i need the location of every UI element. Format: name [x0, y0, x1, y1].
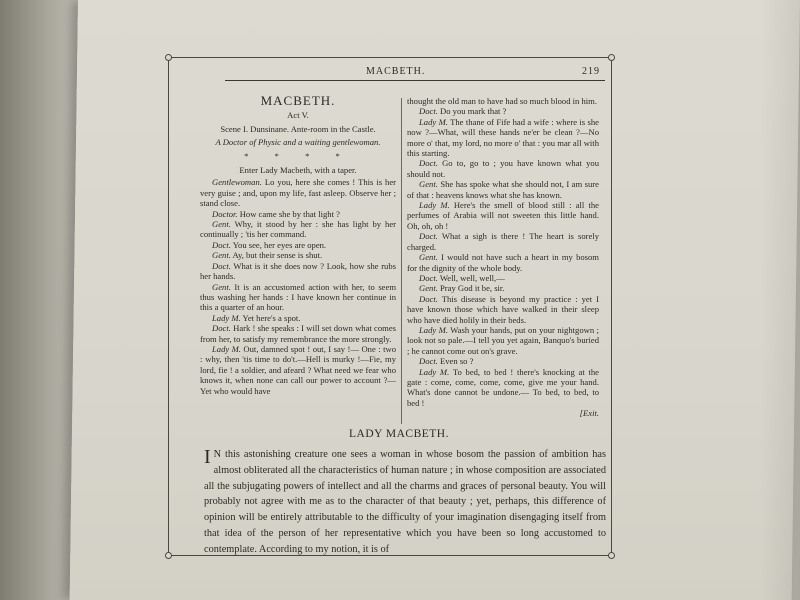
speaker-name: Doctor. — [212, 208, 238, 219]
play-title: MACBETH. — [260, 93, 336, 108]
speaker-name: Doct. — [212, 323, 231, 334]
scene-setting: A Doctor of Physic and a waiting gentlewoman. — [215, 137, 381, 148]
speech-text: How came she by that light ? — [237, 208, 340, 219]
speaker-name: Gentlewoman. — [212, 177, 262, 188]
speaker-name: Doct. — [419, 293, 438, 304]
speech-text: Well, well, well,— — [437, 272, 505, 283]
speaker-name: Doct. — [419, 356, 438, 367]
left-column — [200, 93, 396, 396]
speech-text: Why, it stood by her : she has light by her continually ; 'tis her command. — [200, 219, 396, 240]
speaker-name: Lady M. — [212, 312, 241, 323]
speech-text: Lo you, here she comes ! This is her very guise ; and, upon my life, fast asleep. Observe her ; stand close. — [200, 177, 396, 209]
right-column — [407, 96, 599, 419]
page-shadow — [760, 0, 800, 600]
speech-text: Go to, go to ; you have known what you should not. — [407, 158, 599, 179]
dialogue-line — [200, 344, 396, 396]
speaker-name: Gent. — [212, 219, 231, 230]
act-heading: Act V. — [287, 110, 309, 121]
speaker-name: Doct. — [212, 260, 231, 271]
speech-text: You see, her eyes are open. — [230, 239, 327, 250]
speech-text: Ay, but their sense is shut. — [230, 250, 323, 261]
dialogue-line — [407, 200, 599, 231]
dialogue-line — [407, 273, 599, 283]
speaker-name: Lady M. — [419, 366, 450, 377]
header-rule — [225, 80, 605, 81]
speech-text: This disease is beyond my practice : yet I have known those which have walked in their sleep who have died holily in their beds. — [407, 293, 599, 325]
speech-text: She has spoke what she should not, I am sure of that : heavens knows what she has known. — [407, 179, 599, 200]
speaker-name: Gent. — [419, 252, 438, 263]
speaker-name: Doct. — [419, 231, 438, 242]
speech-text: thought the old man to have had so much blood in him. — [407, 96, 597, 106]
speech-text: It is an accustomed action with her, to seem thus washing her hands : I have known her continue in this a quarter of an hour. — [200, 281, 396, 313]
drop-cap: I — [204, 446, 211, 468]
speaker-name: Doct. — [419, 272, 438, 283]
speech-text: I would not have such a heart in my bosom for the dignity of the whole body. — [407, 252, 599, 273]
speaker-name: Doct. — [419, 106, 438, 117]
dialogue-line — [407, 283, 599, 293]
dialogue-line — [407, 252, 599, 273]
speech-text: Here's the smell of blood still : all the perfumes of Arabia will not sweeten this little hand. Oh, oh, oh ! — [407, 200, 599, 231]
speech-text: What is it she does now ? Look, how she rubs her hands. — [200, 260, 396, 282]
scene-heading: Scene I. Dunsinane. Ante-room in the Castle. — [220, 123, 376, 134]
dialogue-line — [200, 261, 396, 282]
dialogue-line — [200, 250, 396, 260]
speaker-name: Gent. — [212, 281, 231, 292]
speech-text: Pray God it be, sir. — [437, 283, 505, 294]
speech-text: Wash your hands, put on your nightgown ; look not so pale.—I tell you yet again, Banquo's buried ; he cannot come out on's grave. — [407, 324, 599, 356]
dialogue-line — [200, 313, 396, 323]
speaker-name: Gent. — [419, 179, 438, 190]
speaker-name: Lady M. — [419, 324, 448, 335]
essay-text: N this astonishing creature one sees a woman in whose bosom the passion of ambition has almost obliterated all the characteristics of human nature ; in whose composition are associated all the subjugating powers of intellect and all the charms and graces of personal beauty. You will probably not agree with me as to the character of that beauty ; yet, perhaps, this difference of opinion will be entirely attributable to the difficulty of your imagination disengaging itself from that idea of the person of her representative which you have been so long accustomed to contemplate. According to my notion, it is of — [204, 449, 606, 555]
speaker-name: Doct. — [212, 239, 231, 250]
speaker-name: Lady M. — [212, 343, 241, 354]
speech-text: What a sigh is there ! The heart is sorely charged. — [407, 231, 599, 252]
speech-text: The thane of Fife had a wife : where is she now ?—What, will these hands ne'er be clean ?—No more o' that, my lord, no more o' that : you mar all with this starting. — [407, 116, 599, 159]
dialogue-line — [407, 294, 599, 325]
column-divider — [401, 98, 402, 424]
left-dialogue — [200, 177, 396, 396]
speech-text: Even so ? — [437, 356, 474, 367]
dialogue-line — [200, 177, 396, 208]
speech-text: Yet here's a spot. — [240, 312, 301, 323]
stage-direction: Enter Lady Macbeth, with a taper. — [239, 165, 357, 176]
dialogue-line — [200, 282, 396, 313]
page-number: 219 — [582, 66, 600, 77]
dialogue-line — [407, 367, 599, 409]
dialogue-line — [407, 117, 599, 159]
speaker-name: Gent. — [212, 250, 231, 261]
dialogue-line — [407, 356, 599, 366]
speech-text: Hark ! she speaks : I will set down what comes from her, to satisfy my remembrance the more strongly. — [200, 323, 396, 344]
dialogue-line — [200, 240, 396, 250]
section-title: LADY MACBETH. — [349, 428, 449, 440]
running-head-title: MACBETH. — [366, 66, 426, 77]
speaker-name: Gent. — [419, 283, 438, 294]
corner-ornament — [608, 552, 615, 559]
essay-paragraph — [204, 447, 606, 558]
dialogue-line — [200, 209, 396, 219]
exit-direction: [Exit. — [579, 408, 599, 419]
dialogue-line — [407, 158, 599, 179]
ellipsis-stars: * * * * — [244, 150, 352, 161]
dialogue-line — [407, 106, 599, 116]
corner-ornament — [165, 54, 172, 61]
dialogue-line — [407, 325, 599, 356]
speaker-name: Doct. — [419, 158, 438, 169]
corner-ornament — [608, 54, 615, 61]
dialogue-line — [200, 219, 396, 240]
dialogue-line — [200, 323, 396, 344]
right-dialogue — [407, 96, 599, 408]
speech-text: To bed, to bed ! there's knocking at the gate : come, come, come, come, give me your hand. What's done cannot be undone.— To bed, to bed, to bed ! — [407, 366, 599, 408]
dialogue-line — [407, 96, 599, 106]
speaker-name: Lady M. — [419, 116, 448, 127]
speech-text: Do you mark that ? — [437, 106, 507, 117]
corner-ornament — [165, 552, 172, 559]
speaker-name: Lady M. — [419, 200, 450, 211]
speech-text: Out, damned spot ! out, I say !— One : two : why, then 'tis time to do't.—Hell is murky !—Fie, my lord, fie ! a soldier, and afeard ? What need we fear who knows it, when none can call our power to account ?—Yet who would have — [200, 343, 396, 396]
dialogue-line — [407, 179, 599, 200]
dialogue-line — [407, 231, 599, 252]
